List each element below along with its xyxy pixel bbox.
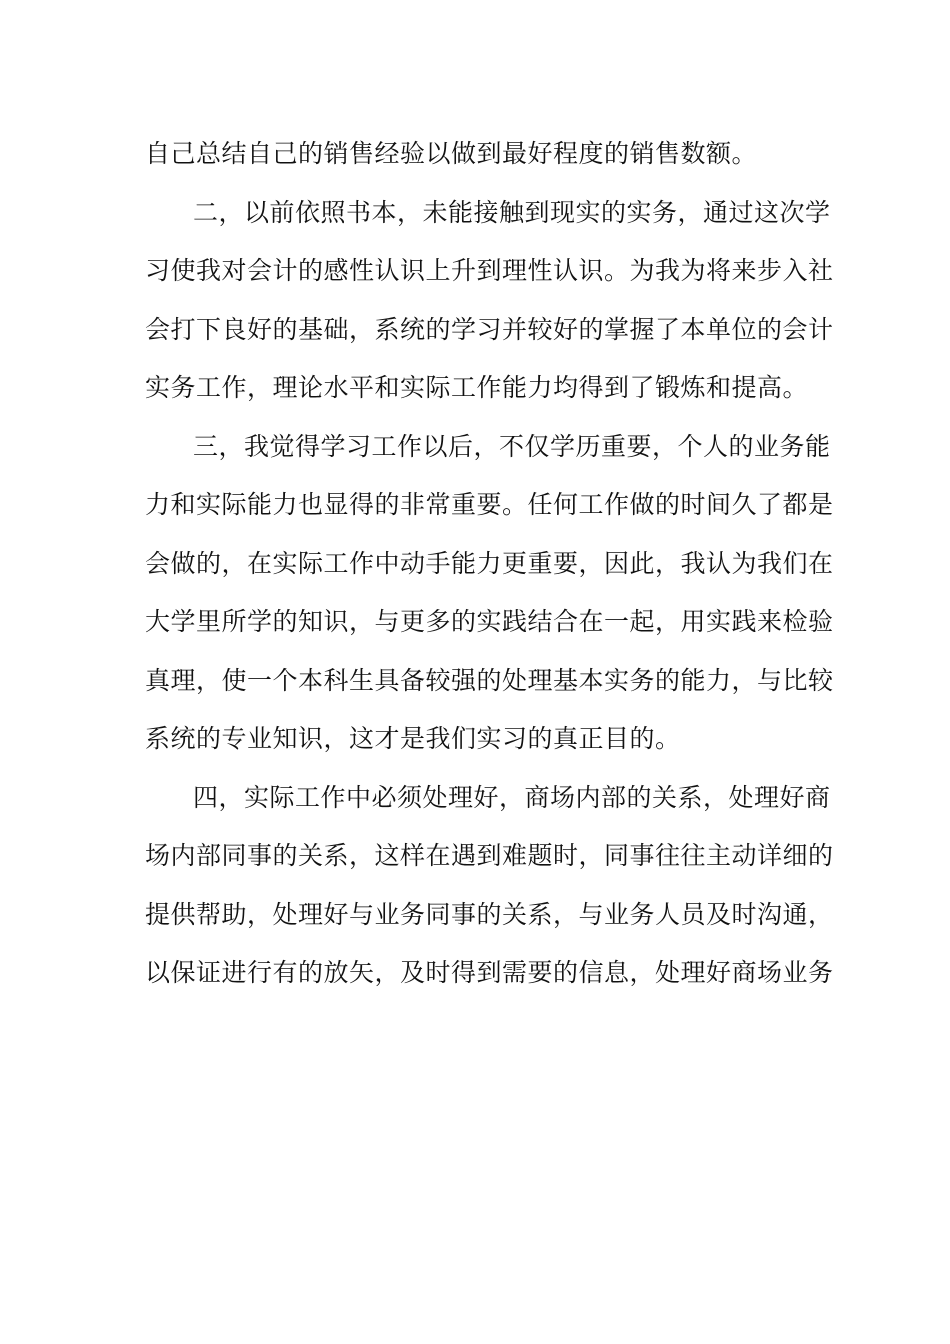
text-line: 提供帮助，处理好与业务同事的关系，与业务人员及时沟通， bbox=[145, 899, 834, 929]
text-line: 实务工作，理论水平和实际工作能力均得到了锻炼和提高。 bbox=[145, 373, 809, 402]
text-line: 会做的，在实际工作中动手能力更重要，因此，我认为我们在 bbox=[145, 548, 834, 578]
text-line: 会打下良好的基础，系统的学习并较好的掌握了本单位的会计 bbox=[145, 314, 834, 344]
text-line: 三，我觉得学习工作以后，不仅学历重要，个人的业务能 bbox=[193, 431, 831, 461]
body-text bbox=[145, 125, 834, 1003]
text-line: 真理，使一个本科生具备较强的处理基本实务的能力，与比较 bbox=[145, 665, 834, 695]
text-line: 系统的专业知识，这才是我们实习的真正目的。 bbox=[145, 724, 681, 753]
text-line: 大学里所学的知识，与更多的实践结合在一起，用实践来检验 bbox=[145, 607, 834, 636]
text-line: 四，实际工作中必须处理好，商场内部的关系，处理好商 bbox=[193, 782, 831, 812]
text-line: 二，以前依照书本，未能接触到现实的实务，通过这次学 bbox=[193, 197, 831, 227]
text-line: 场内部同事的关系，这样在遇到难题时，同事往往主动详细的 bbox=[145, 841, 834, 870]
text-line: 习使我对会计的感性认识上升到理性认识。为我为将来步入社 bbox=[145, 256, 834, 285]
text-line: 力和实际能力也显得的非常重要。任何工作做的时间久了都是 bbox=[145, 490, 834, 519]
text-line: 自己总结自己的销售经验以做到最好程度的销售数额。 bbox=[145, 139, 758, 168]
text-line: 以保证进行有的放矢，及时得到需要的信息，处理好商场业务 bbox=[145, 958, 834, 987]
